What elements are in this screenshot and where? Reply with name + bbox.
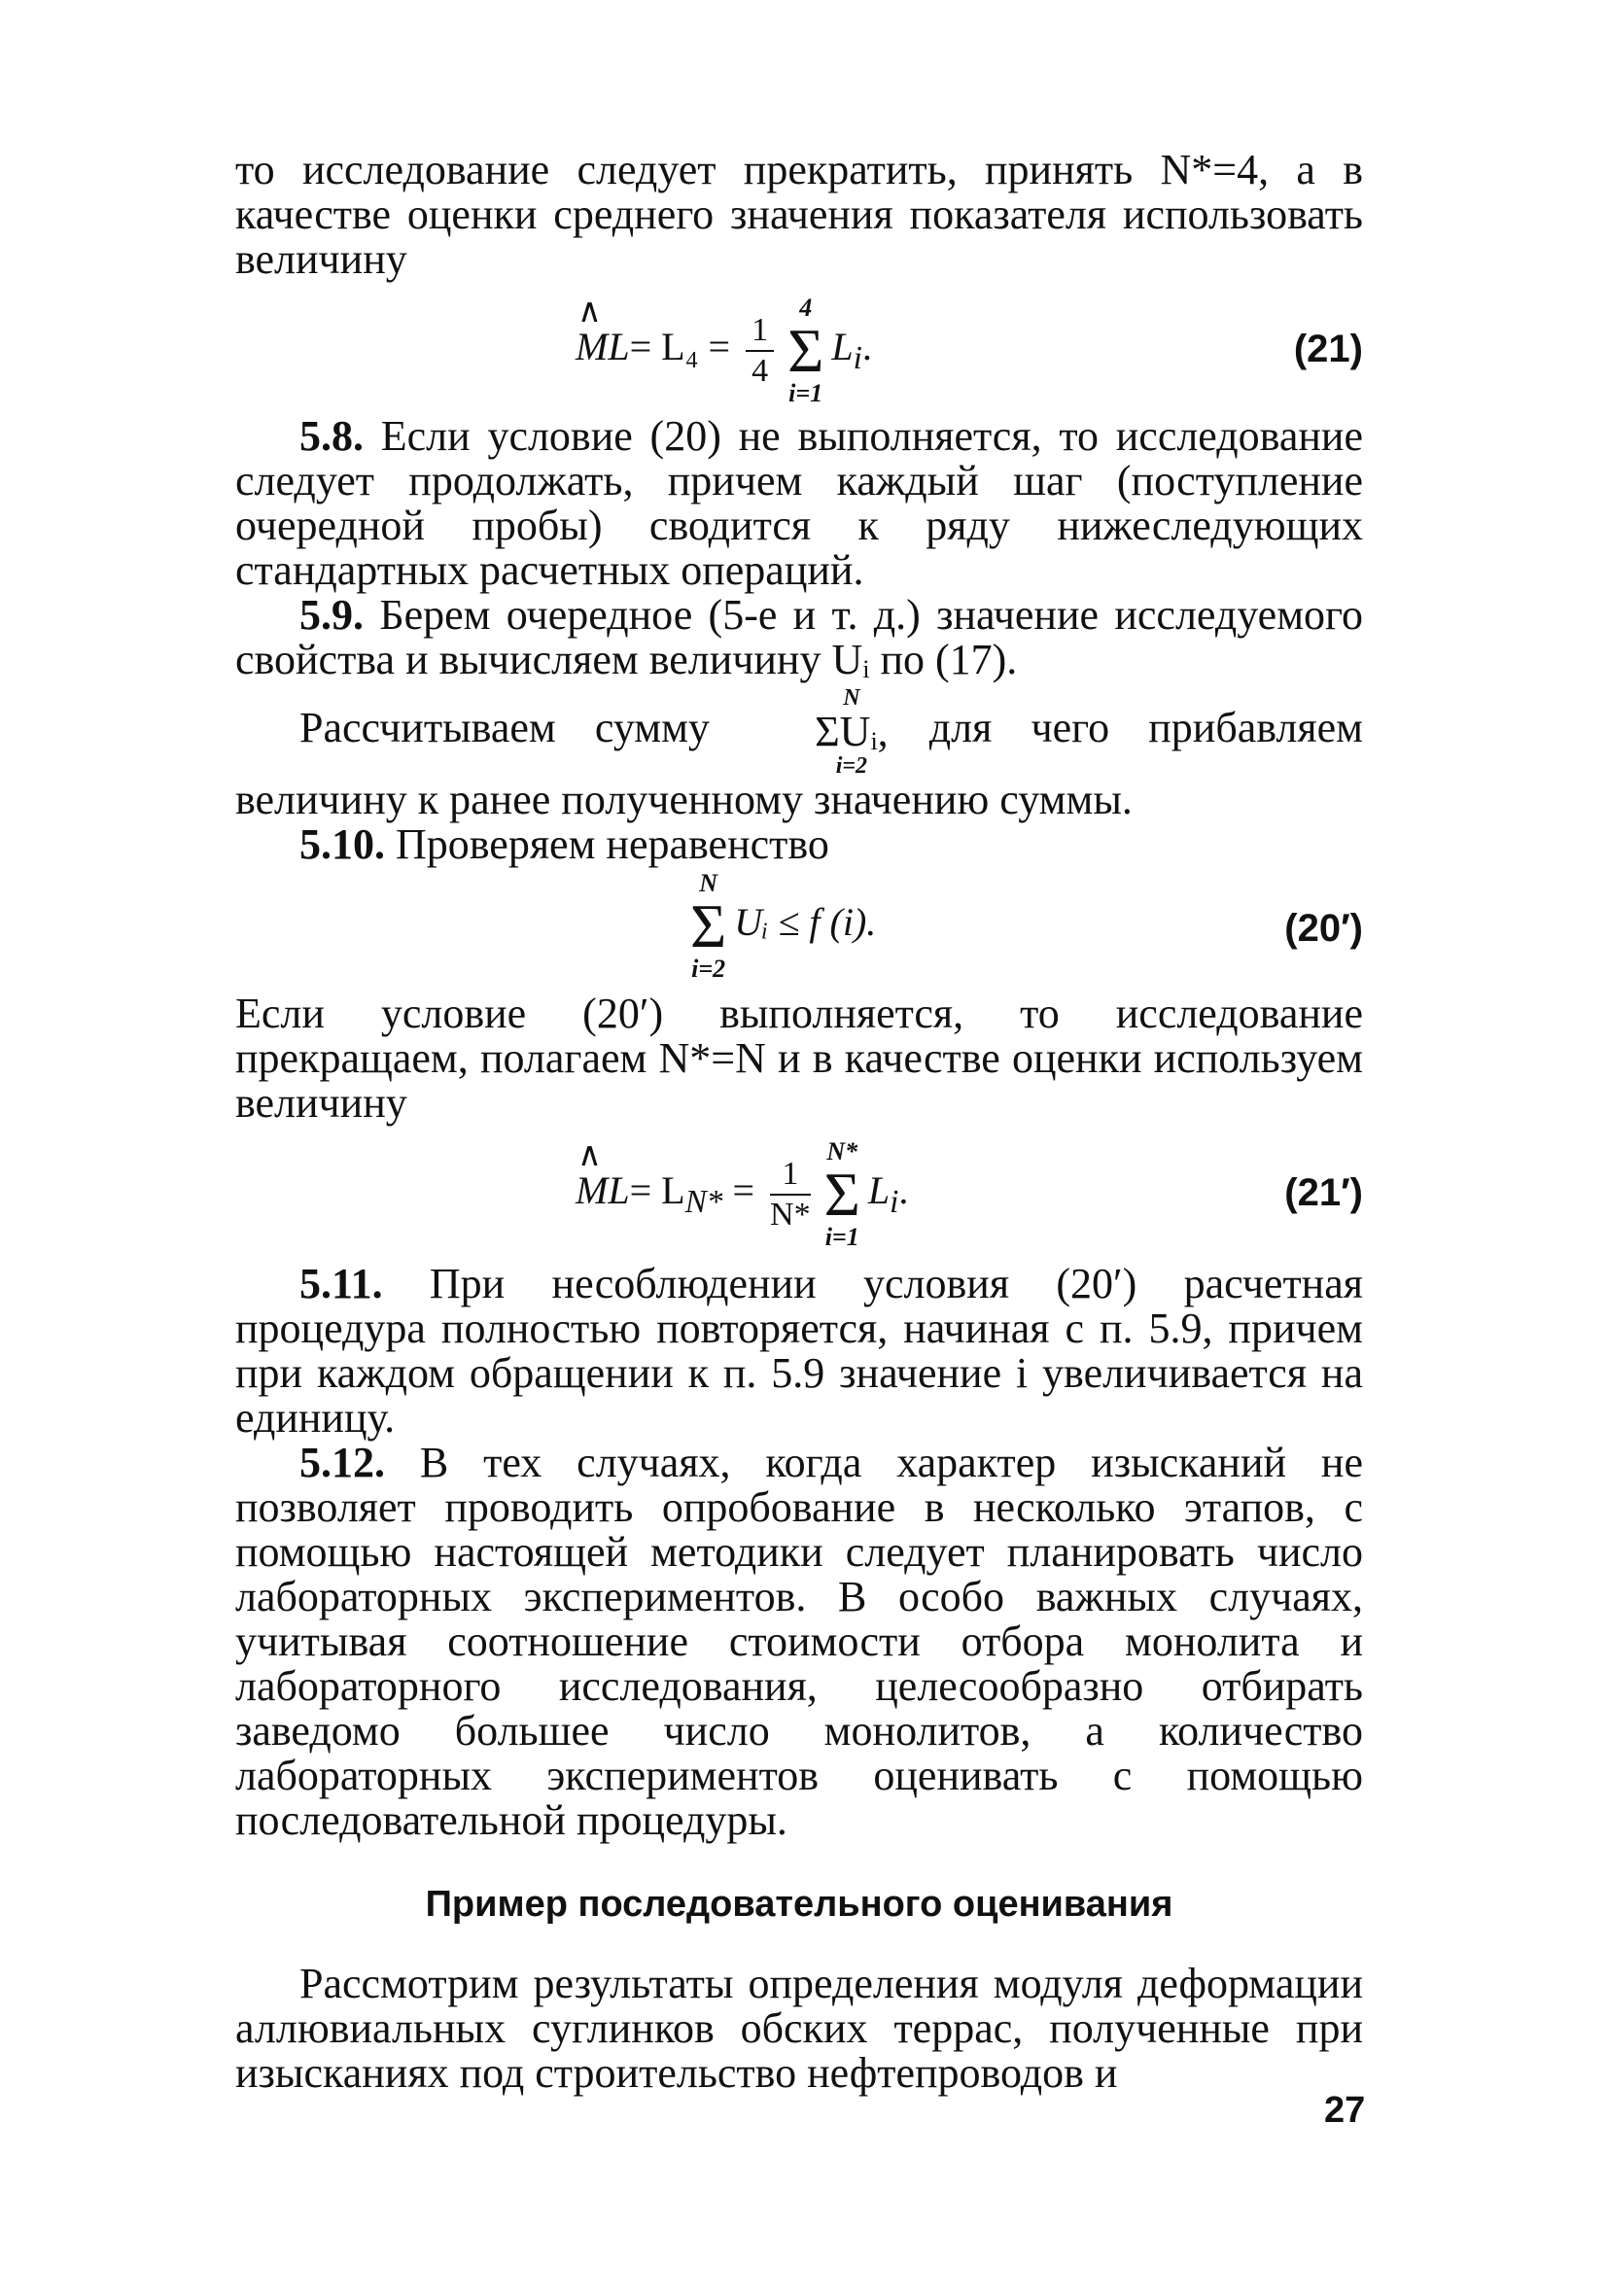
section-5-9: 5.9. Берем очередное (5-е и т. д.) значение исследуемого свойства и вычисляем величину Uᵢ по (17). (235, 591, 1363, 683)
section-5-10: 5.10. Проверяем неравенство (299, 820, 829, 868)
formula-21-body: ∧ ML= L₄ = $\frac{1}{4}$ 4 Σ i=1 $L_i$. (576, 294, 872, 407)
formula-21-number: (21) (1293, 328, 1363, 370)
formula-20-prime-body: N Σ i=2 Uᵢ ≤ f (i). (690, 869, 877, 983)
section-5-8: 5.8. Если условие (20) не выполняется, то исследование следует продолжать, причем каждый шаг (поступление очередной пробы) сводится к ряду нижеследующих стандартных расчетных операций. (235, 412, 1363, 594)
section-heading: Пример последовательного оценивания (425, 1884, 1173, 1925)
section-5-12: 5.12. В тех случаях, когда характер изысканий не позволяет проводить опробование в несколько этапов, с помощью настоящей методики следует планировать число лабораторных экспериментов. В особо важных случаях, учитывая соотношение стоимости отбора монолита и лабораторного исследования, целесообразно отбирать заведомо большее число монолитов, а количество лабораторных экспериментов оценивать с помощью последовательной процедуры. (235, 1439, 1363, 1844)
paragraph-intro: то исследование следует прекратить, принять N*=4, а в качестве оценки среднего значения показателя использовать величину (235, 146, 1363, 283)
formula-21-prime (235, 1126, 1363, 1262)
formula-21 (235, 288, 1363, 414)
inline-sum: N ΣUᵢ, i=2 (815, 685, 889, 779)
text-column (235, 148, 1363, 2096)
formula-21-prime-hat: ∧ ML (576, 1137, 630, 1213)
formula-21-fraction: $\frac{1}{4}$ (746, 311, 774, 391)
paragraph-sum: Рассчитываем сумму N ΣUᵢ, i=2 для чего прибавляем величину к ранее полученному значению суммы. (235, 685, 1363, 823)
formula-21-prime-sum: N* Σ i=1 (823, 1137, 860, 1251)
formula-21-prime-number: (21′) (1284, 1171, 1363, 1214)
formula-20-prime-sum: N Σ i=2 (690, 869, 727, 983)
section-5-11: 5.11. При несоблюдении условия (20′) расчетная процедура полностью повторяется, начиная с п. 5.9, причем при каждом обращении к п. 5.9 значение i увеличивается на единицу. (235, 1260, 1364, 1442)
formula-21-prime-fraction: $\frac{1}{N*}$ (770, 1156, 811, 1233)
paragraph-example: Рассмотрим результаты определения модуля деформации аллювиальных суглинков обских террас, полученные при изысканиях под строительство нефтепроводов и (235, 1960, 1363, 2097)
paragraph-if: Если условие (20′) выполняется, то исследование прекращаем, полагаем N*=N и в качестве оценки используем величину (235, 990, 1363, 1127)
formula-20-prime-number: (20′) (1284, 907, 1363, 950)
formula-20-prime (235, 867, 1363, 991)
formula-21-prime-body: ∧ $ML= L_{N*}$ = $\frac{1}{N*}$ N* Σ i=1 $L_i$. (576, 1137, 909, 1251)
page-number: 27 (1324, 2090, 1366, 2131)
formula-21-hat: ∧ ML (576, 294, 630, 369)
formula-21-sum: 4 Σ i=1 (787, 294, 824, 407)
formula-21-lhs: = L₄ = (629, 325, 741, 369)
